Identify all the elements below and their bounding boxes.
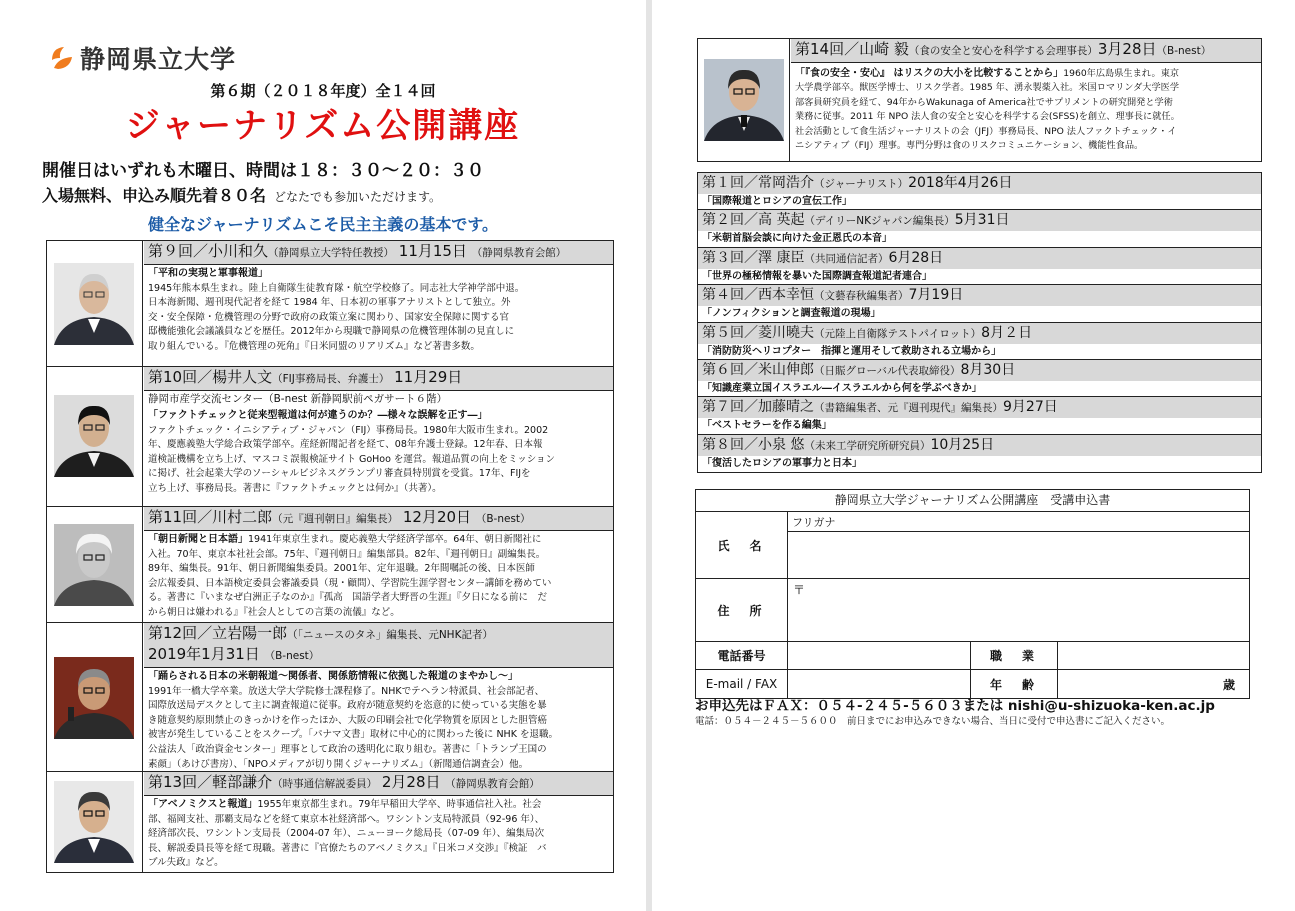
lecture-venue: 静岡市産学交流センター（B-nest 新静岡駅前ペガサート６階） — [148, 393, 448, 405]
lecture-topic: 「ベストセラーを作る編集」 — [702, 420, 832, 432]
lecture-number-name: 第10回／楊井人文 — [148, 368, 273, 386]
lecture-affiliation: （静岡県立大学特任教授） — [268, 247, 395, 259]
portrait-image — [54, 524, 134, 606]
lecture-header — [144, 623, 613, 668]
bio-line: 大学農学部卒。獣医学博士、リスク学者。1985 年、湧永製薬入社。米国ロマリンダ大学医学 — [795, 82, 1180, 94]
phone-field[interactable] — [788, 642, 971, 669]
name-field[interactable] — [788, 512, 1249, 578]
bio-line: 業務に従事。2011 年 NPO 法人食の安全と安心を科学する会(SFSS)を創立、理事長に就任。 — [795, 111, 1180, 123]
lecture-topic: 「踊らされる日本の米朝報道～関係者、関係筋情報に依拠した報道のまやかし～」 — [148, 671, 518, 682]
lecture-affiliation: （食の安全と安心を科学する会理事長） — [908, 45, 1098, 57]
bio-line: 被害が発生していることをスクープ。「パナマ文書」取材に中心的に関わった後に NHK を退職。 — [148, 729, 558, 741]
postal-mark: 〒 — [793, 583, 806, 597]
lecture-number-name: 第１回／常岡浩介 — [702, 175, 814, 191]
past-lecture-table — [697, 172, 1262, 473]
form-row-phone — [696, 642, 1249, 670]
bio-line: 1941年東京生まれ。慶応義塾大学経済学部卒。64年、朝日新聞社に — [248, 534, 542, 545]
university-logo — [48, 40, 236, 76]
lecture-affiliation: （元陸上自衛隊テストパイロット） — [814, 327, 982, 340]
lecture-affiliation: （書籍編集者、元『週刊現代』編集長） — [814, 402, 1003, 415]
university-logo-icon — [48, 44, 76, 72]
bio-line: 道検証機構を立ち上げ、マスコミ誤報検証サイト GoHoo を運営。報道品質の向上をミッション — [148, 453, 556, 465]
lecture-topic: 「消防防災ヘリコプター 指揮と運用そして救助される立場から」 — [702, 345, 1002, 357]
lecture-venue: （B-nest） — [1156, 45, 1212, 57]
bio-line: 長、解説委員長等を経て現職。著書に『官僚たちのアベノミクス』『日米コメ交渉』『検証 バ — [148, 842, 547, 854]
speaker-photo-cell — [47, 623, 143, 771]
slogan: 健全なジャーナリズムこそ民主主義の基本です。 — [147, 215, 499, 234]
name-label: 氏 名 — [696, 512, 788, 578]
lecture-date: 2月28日 — [381, 773, 441, 791]
lecture-date: 3月28日 — [1097, 40, 1157, 58]
past-lecture-row — [698, 397, 1261, 434]
bio-line: 素顔」（あけび書房）、「NPOメディアが切り開くジャーナリズム」（新聞通信調査会）他。 — [148, 758, 529, 770]
bio-line: 公益法人「政治資金センター」理事として政治の透明化に取り組む。著書に「トランプ王国の — [148, 743, 547, 755]
bio-line: 部客員研究員を経て、94年からWakunaga of America社でサプリメントの研究開発と学術 — [795, 96, 1173, 108]
past-lecture-row — [698, 248, 1261, 285]
speaker-photo — [54, 657, 134, 739]
portrait-image — [54, 395, 134, 477]
speaker-photo-cell — [47, 772, 143, 872]
speaker-row — [47, 772, 613, 872]
bio-line: 1945年熊本県生まれ。陸上自衛隊生徒教育隊・航空学校修了。同志社大学神学部中退。 — [148, 282, 525, 294]
bio-line: 国際放送局デスクとして主に調査報道に従事。政府が随意契約を恣意的に使っている実態を暴 — [148, 700, 547, 712]
speaker-content — [144, 241, 613, 366]
speaker-photo-cell — [47, 367, 143, 506]
lecture-number-name: 第11回／川村二郎 — [148, 508, 273, 526]
lecture-affiliation: （「ニュースのタネ」編集長、元NHK記者） — [287, 629, 493, 641]
lecture-date: 10月25日 — [930, 436, 995, 453]
lecture-description — [144, 407, 613, 499]
lecture-description — [144, 265, 613, 357]
address-field[interactable] — [788, 579, 1249, 641]
lecture-number-name: 第12回／立岩陽一郎 — [148, 624, 288, 642]
lecture-topic: 「世界の極秘情報を暴いた国際調査報道記者連合」 — [702, 270, 932, 282]
lecture-venue: （静岡県教育会館） — [445, 778, 540, 790]
form-row-address — [696, 579, 1249, 642]
lecture-topic: 「平和の実現と軍事報道」 — [148, 268, 268, 279]
lecture-description — [144, 796, 613, 872]
lecture-number-name: 第２回／高 英起 — [702, 212, 805, 229]
lecture-affiliation: （時事通信解説委員） — [272, 778, 378, 790]
past-lecture-row — [698, 323, 1261, 360]
lecture-topic: 「ファクトチェックと従来型報道は何が違うのか？―様々な誤解を正す―」 — [148, 410, 488, 421]
past-lecture-row — [698, 173, 1261, 210]
portrait-image — [54, 263, 134, 345]
speaker-row — [47, 367, 613, 507]
lecture-affiliation: （共同通信記者） — [804, 252, 889, 265]
bio-line: 年、慶應義塾大学総合政策学部卒。産経新聞記者を経て、08年弁護士登録。12年春、日本報 — [148, 439, 543, 451]
lecture-affiliation: （元『週刊朝日』編集長） — [272, 513, 399, 525]
bio-line: 社会活動として食生活ジャーナリストの会（JFJ）事務局長、NPO 法人ファクトチェック・イ — [795, 125, 1177, 137]
speaker-photo — [54, 395, 134, 477]
speaker-content — [791, 39, 1261, 161]
lecture-header — [144, 241, 613, 265]
speaker-row — [47, 507, 613, 623]
bio-line: 1955年東京都生まれ。79年早稲田大学卒、時事通信社入社。社会 — [257, 799, 542, 810]
lecture-venue: （B-nest） — [475, 513, 531, 525]
lecture-affiliation: （FIJ事務局長、弁護士） — [272, 373, 390, 385]
lecture-affiliation: （デイリーNKジャパン編集長） — [804, 215, 955, 228]
past-lecture-row — [698, 435, 1261, 472]
speaker-photo-cell — [47, 507, 143, 622]
lecture-number-name: 第４回／西本幸恒 — [702, 287, 814, 304]
lecture-date: 8月２日 — [981, 324, 1033, 341]
apply-contact: お申込先はＦＡＸ：０５４-２４５-５６０３または nishi@u-shizuoka-ken.ac.jp — [695, 698, 1215, 714]
bio-line: ニシアティブ（FIJ）理事。専門分野は食のリスクコミュニケーション、機能性食品。 — [795, 140, 1144, 152]
lecture-topic: 「朝日新聞と日本語」 — [148, 534, 248, 545]
speaker-row — [47, 623, 613, 772]
page-left — [0, 0, 646, 911]
lecture-topic: 「ノンフィクションと調査報道の現場」 — [702, 308, 881, 320]
lecture-affiliation: （未来工学研究所研究員） — [804, 439, 931, 452]
bio-line: 邸機能強化会議議員などを歴任。2012年から現職で静岡県の危機管理体制の見直しに — [148, 326, 515, 338]
application-form — [695, 489, 1250, 699]
portrait-image — [54, 781, 134, 863]
entry-note: どなたでも参加いただけます。 — [274, 190, 442, 204]
speaker-table — [46, 240, 614, 873]
form-row-name — [696, 512, 1249, 579]
lecture-date: 2018年4月26日 — [908, 175, 1013, 191]
lecture-number-name: 第９回／小川和久 — [148, 242, 269, 260]
entry-info — [42, 183, 441, 206]
lecture-header — [144, 507, 613, 531]
portrait-image — [704, 59, 784, 141]
lecture-topic: 「『食の安全・安心』 はリスクの大小を比較することから」 — [795, 68, 1064, 79]
lecture-description — [144, 668, 613, 771]
email-label: E-mail / FAX — [696, 670, 788, 698]
lecture-date: 7月19日 — [908, 287, 964, 304]
speaker-content — [144, 772, 613, 872]
bio-line: 1960年広島県生まれ。東京 — [1063, 68, 1180, 79]
address-label: 住 所 — [696, 579, 788, 641]
lecture-date: 8月30日 — [960, 361, 1016, 378]
bio-line: ファクトチェック・イニシアティブ・ジャパン（FIJ）事務局長。1980年大阪市生まれ。2002 — [148, 424, 549, 436]
lecture-date: 11月29日 — [394, 368, 463, 386]
lecture-date: 11月15日 — [398, 242, 467, 260]
lecture-number-name: 第13回／軽部謙介 — [148, 773, 273, 791]
featured-speaker — [697, 38, 1262, 162]
speaker-photo — [54, 524, 134, 606]
portrait-image — [54, 657, 134, 739]
bio-line: 日本海新聞、週刊現代記者を経て 1984 年、日本初の軍事アナリストとして独立。外 — [148, 297, 511, 309]
speaker-photo-cell — [47, 241, 143, 366]
lecture-topic: 「国際報道とロシアの宣伝工作」 — [702, 196, 852, 207]
bio-line: 交・安全保障・危機管理の分野で政府の政策立案に関わり、国家安全保障に関する官 — [148, 311, 510, 323]
lecture-topic: 「知識産業立国イスラエル―イスラエルから何を学ぶべきか」 — [702, 382, 982, 394]
speaker-content — [144, 623, 613, 771]
lecture-affiliation: （日賑グローバル代表取締役） — [814, 364, 961, 377]
past-lecture-row — [698, 285, 1261, 322]
bio-line: から朝日は嫌われる』『社会人としての言葉の流儀』など。 — [148, 606, 400, 618]
lecture-number-name: 第７回／加藤晴之 — [702, 399, 814, 416]
lecture-number-name: 第８回／小泉 悠 — [702, 436, 805, 453]
lecture-number-name: 第14回／山崎 毅 — [795, 40, 909, 58]
lecture-topic: 「復活したロシアの軍事力と日本」 — [702, 457, 862, 469]
bio-line: 会広報委員、日本語検定委員会審議委員（現・顧問）、学習院生涯学習センター講師を務めてい — [148, 577, 552, 589]
furigana-field[interactable]: フリガナ — [788, 512, 1249, 532]
lecture-number-name: 第５回／菱川曉夫 — [702, 324, 814, 341]
past-lecture-row — [698, 210, 1261, 247]
job-field[interactable] — [1058, 642, 1249, 669]
bio-line: 経済部次長、ワシントン支局長（2004-07 年）、ニューヨーク総局長（07-09 年）、編集局次 — [148, 828, 545, 840]
form-title: 静岡県立大学ジャーナリズム公開講座 受講申込書 — [696, 490, 1249, 512]
speaker-photo-cell — [698, 39, 790, 161]
lecture-affiliation: （文藝春秋編集者） — [814, 290, 909, 303]
speaker-photo — [704, 59, 784, 141]
bio-line: に掲げ、社会起業大学のソーシャルビジネスグランプリ審査員特別賞を受賞。17年、FIJを — [148, 468, 531, 480]
bio-line: 1991年一橋大学卒業。放送大学大学院修士課程修了。NHKでテヘラン特派員、社会部記者、 — [148, 685, 545, 697]
speaker-content — [144, 367, 613, 506]
bio-line: 89年、編集長。91年、朝日新聞編集委員。2001年、定年退職。2年間嘱託の後、日本医師 — [148, 563, 535, 575]
lecture-number-name: 第３回／澤 康臣 — [702, 249, 805, 266]
apply-phone-note: 電話：０５４－２４５－５６００ 前日までにお申込みできない場合、当日に受付で申込書にご記入ください。 — [695, 716, 1171, 727]
bio-line: る。著書に『いまなぜ白洲正子なのか』『孤高 国語学者大野晋の生涯』『夕日になる前に だ — [148, 592, 548, 604]
bio-line: 取り組んでいる。『危機管理の死角』『日米同盟のリアリズム』など著書多数。 — [148, 340, 480, 352]
lecture-venue: （静岡県教育会館） — [471, 247, 567, 259]
series-subtitle: 第６期（２０１８年度）全１４回 — [210, 82, 436, 100]
phone-label: 電話番号 — [696, 642, 788, 669]
lecture-header — [144, 772, 613, 796]
lecture-header — [791, 39, 1261, 63]
age-unit: 歳 — [1222, 677, 1235, 692]
page-title: ジャーナリズム公開講座 — [125, 106, 521, 146]
lecture-number-name: 第６回／米山伸郎 — [702, 361, 814, 378]
lecture-description — [791, 63, 1261, 155]
schedule-info: 開催日はいずれも木曜日、時間は１８：３０～２０：３０ — [42, 161, 484, 181]
lecture-affiliation: （ジャーナリスト） — [814, 178, 909, 190]
past-lecture-row — [698, 360, 1261, 397]
bio-line: 入社。70年、東京本社社会部。75年、『週刊朝日』編集部員。82年、『週刊朝日』副編集長。 — [148, 548, 546, 560]
bio-line: 部、福岡支社、那覇支局などを経て東京本社経済部へ。ワシントン支局特派員（92-96 年）、 — [148, 813, 545, 825]
speaker-photo — [54, 263, 134, 345]
job-label: 職 業 — [971, 642, 1058, 669]
lecture-date: 5月31日 — [954, 212, 1010, 229]
lecture-topic: 「アベノミクスと報道」 — [148, 799, 258, 810]
lecture-date: 9月27日 — [1003, 399, 1058, 416]
speaker-row — [47, 241, 613, 367]
lecture-venue: （B-nest） — [264, 650, 320, 662]
bio-line: き随意契約原則禁止のきっかけを作ったほか、大阪の印刷会社で化学物質を原因とした胆管癌 — [148, 714, 548, 726]
bio-line: ブル失政』など。 — [148, 857, 224, 869]
lecture-header — [144, 367, 613, 391]
page-right — [652, 0, 1295, 911]
lecture-topic: 「米朝首脳会談に向けた金正恩氏の本音」 — [702, 233, 892, 245]
entry-condition: 入場無料、申込み順先着８０名 — [42, 186, 267, 205]
age-label: 年 齢 — [971, 670, 1058, 698]
lecture-description — [144, 531, 613, 622]
speaker-photo — [54, 781, 134, 863]
university-name: 静岡県立大学 — [80, 45, 237, 74]
lecture-date: 6月28日 — [888, 249, 944, 266]
lecture-date: 2019年1月31日 — [148, 645, 260, 663]
speaker-content — [144, 507, 613, 622]
lecture-date: 12月20日 — [402, 508, 472, 526]
bio-line: 立ち上げ、事務局長。著書に『ファクトチェックとは何か』（共著）。 — [148, 482, 442, 494]
